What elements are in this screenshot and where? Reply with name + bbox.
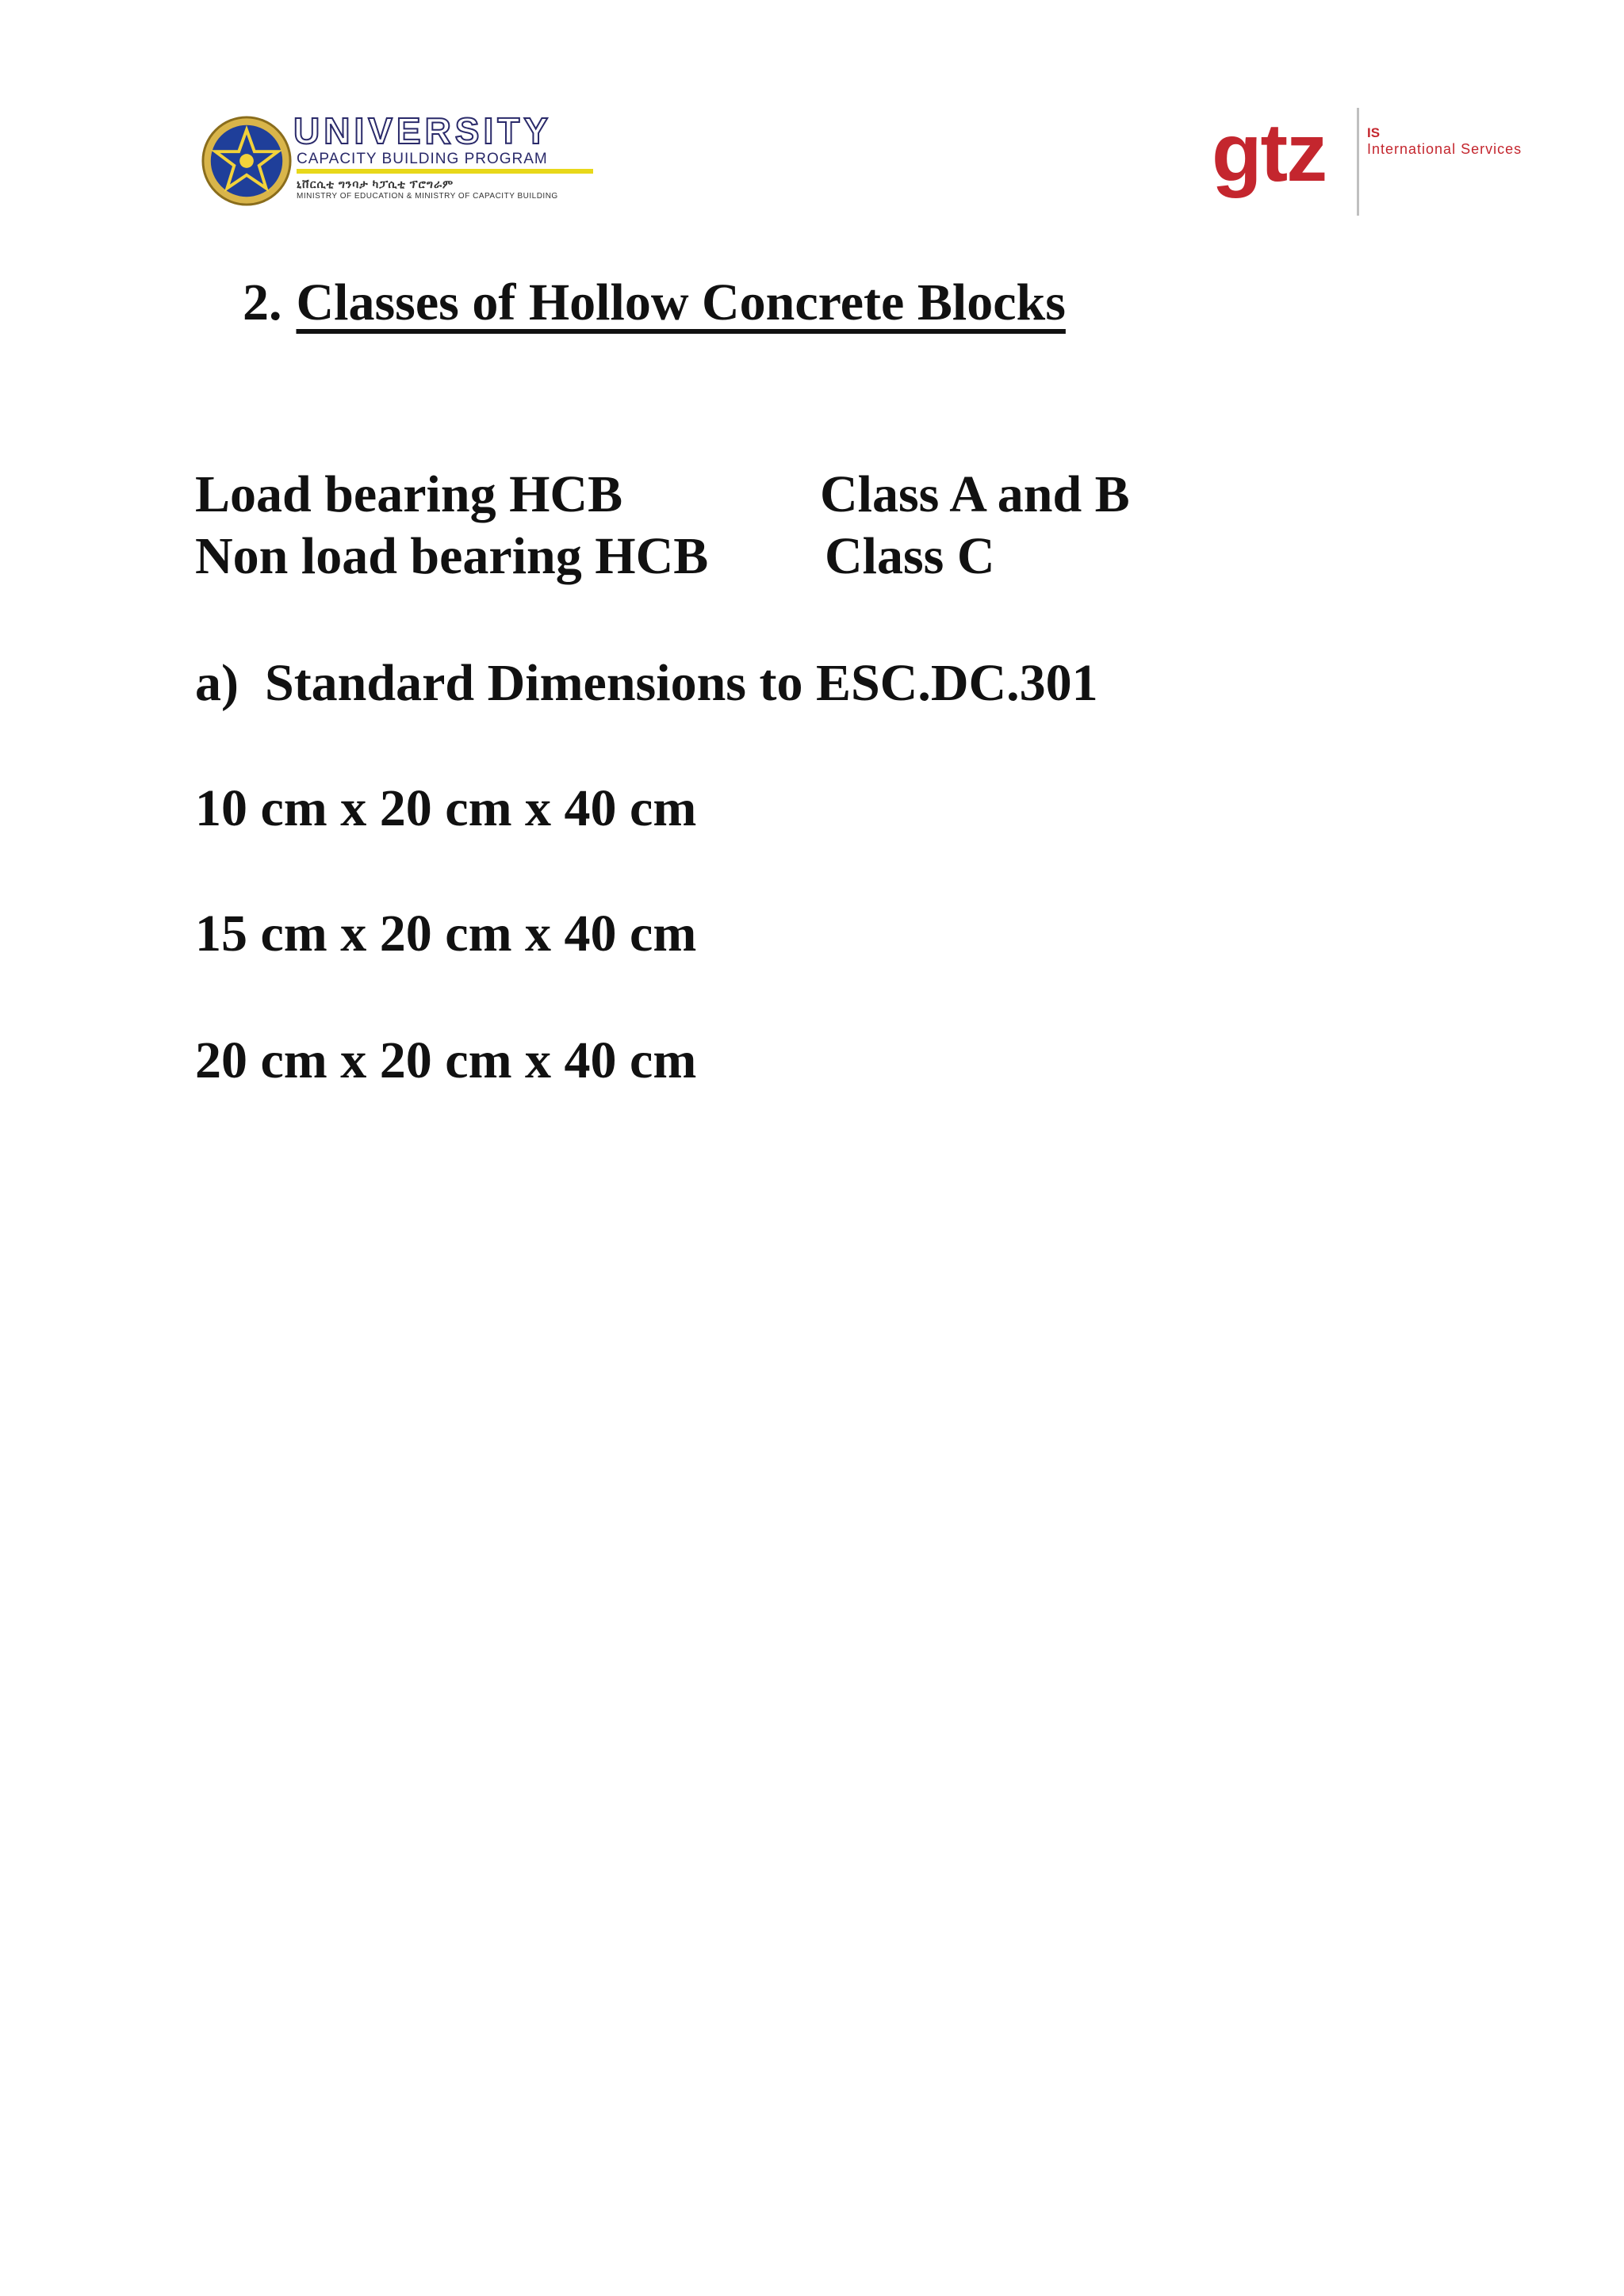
class-value-non-load-bearing: Class C (825, 527, 995, 585)
dimension-item: 10 cm x 20 cm x 40 cm (195, 779, 697, 837)
university-capacity-building-logo (200, 111, 599, 212)
gtz-logo-divider (1357, 108, 1359, 216)
subsection-marker: a) (195, 654, 239, 712)
ucbp-logo-ministry-line: MINISTRY OF EDUCATION & MINISTRY OF CAPACITY BUILDING (297, 192, 558, 201)
class-type-non-load-bearing: Non load bearing HCB (195, 527, 709, 585)
class-value-load-bearing: Class A and B (820, 465, 1130, 523)
subsection-title: Standard Dimensions to ESC.DC.301 (264, 654, 1098, 712)
gtz-logo (1212, 101, 1553, 220)
dimension-item: 15 cm x 20 cm x 40 cm (195, 905, 697, 962)
ucbp-logo-amharic-line: ኒቨርሲቲ ግንባታ ካፓሲቲ ፕሮግራም (297, 178, 454, 190)
section-number: 2. (243, 274, 282, 331)
ucbp-logo-title: UNIVERSITY (293, 110, 553, 151)
gtz-wordmark: gtz (1212, 107, 1327, 199)
dimension-item: 20 cm x 20 cm x 40 cm (195, 1031, 697, 1089)
gtz-logo-tagline: International Services (1367, 141, 1522, 157)
ucbp-logo-subtitle: CAPACITY BUILDING PROGRAM (297, 151, 593, 174)
section-title: Classes of Hollow Concrete Blocks (296, 274, 1066, 331)
subsection-heading (195, 652, 1098, 715)
ethiopian-emblem-icon (200, 114, 293, 208)
class-type-load-bearing: Load bearing HCB (195, 465, 623, 523)
section-heading (243, 271, 1066, 335)
gtz-logo-badge: IS (1367, 125, 1381, 140)
